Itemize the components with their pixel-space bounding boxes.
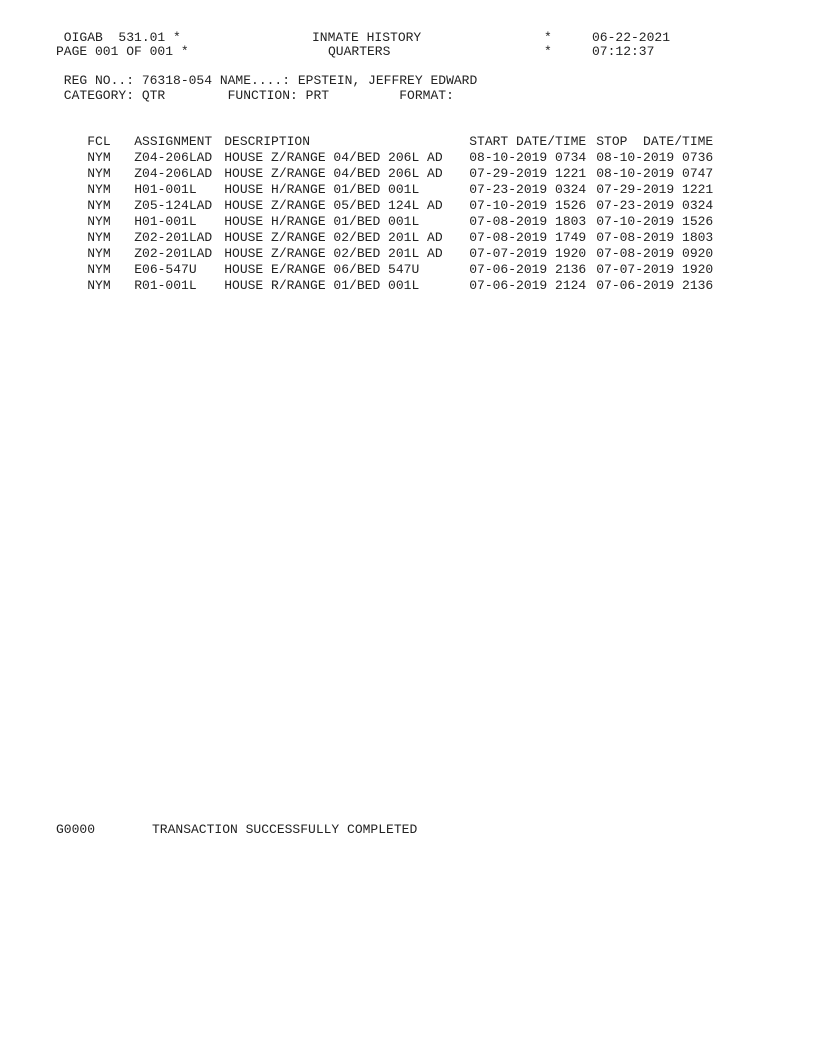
cell-start: 07-10-2019 1526: [469, 198, 587, 213]
cell-description: HOUSE Z/RANGE 02/BED 201L AD: [224, 230, 443, 245]
cell-stop: 08-10-2019 0747: [596, 166, 714, 181]
table-row: [56, 262, 714, 293]
column-header-description: DESCRIPTION: [224, 134, 311, 149]
column-header-stop: STOP DATE/TIME: [596, 134, 714, 149]
cell-description: HOUSE R/RANGE 01/BED 001L: [224, 278, 420, 293]
cell-start: 07-23-2019 0324: [469, 182, 587, 197]
report-date: 06-22-2021: [592, 30, 671, 45]
category-line: CATEGORY: QTR FUNCTION: PRT FORMAT:: [56, 88, 454, 103]
program-id: OIGAB 531.01 *: [56, 30, 181, 45]
cell-start: 07-29-2019 1221: [469, 166, 587, 181]
page-indicator: PAGE 001 OF 001 *: [56, 44, 189, 59]
cell-stop: 07-08-2019 0920: [596, 246, 714, 261]
cell-fcl: NYM: [87, 150, 111, 165]
registration-line: REG NO..: 76318-054 NAME....: EPSTEIN, JEFFREY EDWARD: [56, 73, 478, 88]
cell-description: HOUSE Z/RANGE 05/BED 124L AD: [224, 198, 443, 213]
cell-start: 08-10-2019 0734: [469, 150, 587, 165]
cell-fcl: NYM: [87, 182, 111, 197]
cell-start: 07-07-2019 1920: [469, 246, 587, 261]
cell-start: 07-08-2019 1803: [469, 214, 587, 229]
cell-description: HOUSE E/RANGE 06/BED 547U: [224, 262, 420, 277]
cell-fcl: NYM: [87, 198, 111, 213]
column-header-assignment: ASSIGNMENT: [134, 134, 213, 149]
cell-assignment: H01-001L: [134, 182, 197, 197]
cell-assignment: E06-547U: [134, 262, 197, 277]
table-row: [56, 166, 714, 197]
cell-fcl: NYM: [87, 214, 111, 229]
table-row: [56, 134, 714, 165]
cell-fcl: NYM: [87, 166, 111, 181]
report-subtitle: QUARTERS: [328, 44, 391, 59]
cell-assignment: H01-001L: [134, 214, 197, 229]
cell-stop: 07-07-2019 1920: [596, 262, 714, 277]
table-row: [56, 246, 714, 277]
cell-stop: 08-10-2019 0736: [596, 150, 714, 165]
cell-assignment: R01-001L: [134, 278, 197, 293]
column-header-fcl: FCL: [87, 134, 111, 149]
status-message: TRANSACTION SUCCESSFULLY COMPLETED: [152, 822, 418, 837]
cell-stop: 07-06-2019 2136: [596, 278, 714, 293]
table-header-row: [56, 118, 714, 149]
cell-stop: 07-29-2019 1221: [596, 182, 714, 197]
status-code: G0000: [56, 822, 96, 837]
cell-description: HOUSE H/RANGE 01/BED 001L: [224, 182, 420, 197]
cell-fcl: NYM: [87, 262, 111, 277]
cell-assignment: Z05-124LAD: [134, 198, 213, 213]
cell-start: 07-06-2019 2124: [469, 278, 587, 293]
cell-description: HOUSE Z/RANGE 02/BED 201L AD: [224, 246, 443, 261]
cell-description: HOUSE H/RANGE 01/BED 001L: [224, 214, 420, 229]
table-row: [56, 182, 714, 213]
column-header-start: START DATE/TIME: [469, 134, 587, 149]
report-title: INMATE HISTORY: [312, 30, 422, 45]
table-row: [56, 198, 714, 229]
cell-start: 07-06-2019 2136: [469, 262, 587, 277]
cell-assignment: Z04-206LAD: [134, 166, 213, 181]
table-row: [56, 150, 714, 181]
cell-description: HOUSE Z/RANGE 04/BED 206L AD: [224, 166, 443, 181]
table-row: [56, 230, 714, 261]
cell-assignment: Z02-201LAD: [134, 230, 213, 245]
cell-assignment: Z02-201LAD: [134, 246, 213, 261]
cell-stop: 07-10-2019 1526: [596, 214, 714, 229]
cell-stop: 07-08-2019 1803: [596, 230, 714, 245]
cell-fcl: NYM: [87, 246, 111, 261]
cell-assignment: Z04-206LAD: [134, 150, 213, 165]
table-row: [56, 214, 714, 245]
cell-start: 07-08-2019 1749: [469, 230, 587, 245]
header-star-2: *: [544, 44, 552, 59]
cell-fcl: NYM: [87, 230, 111, 245]
report-time: 07:12:37: [592, 44, 655, 59]
cell-fcl: NYM: [87, 278, 111, 293]
cell-description: HOUSE Z/RANGE 04/BED 206L AD: [224, 150, 443, 165]
header-star-1: *: [544, 30, 552, 45]
cell-stop: 07-23-2019 0324: [596, 198, 714, 213]
